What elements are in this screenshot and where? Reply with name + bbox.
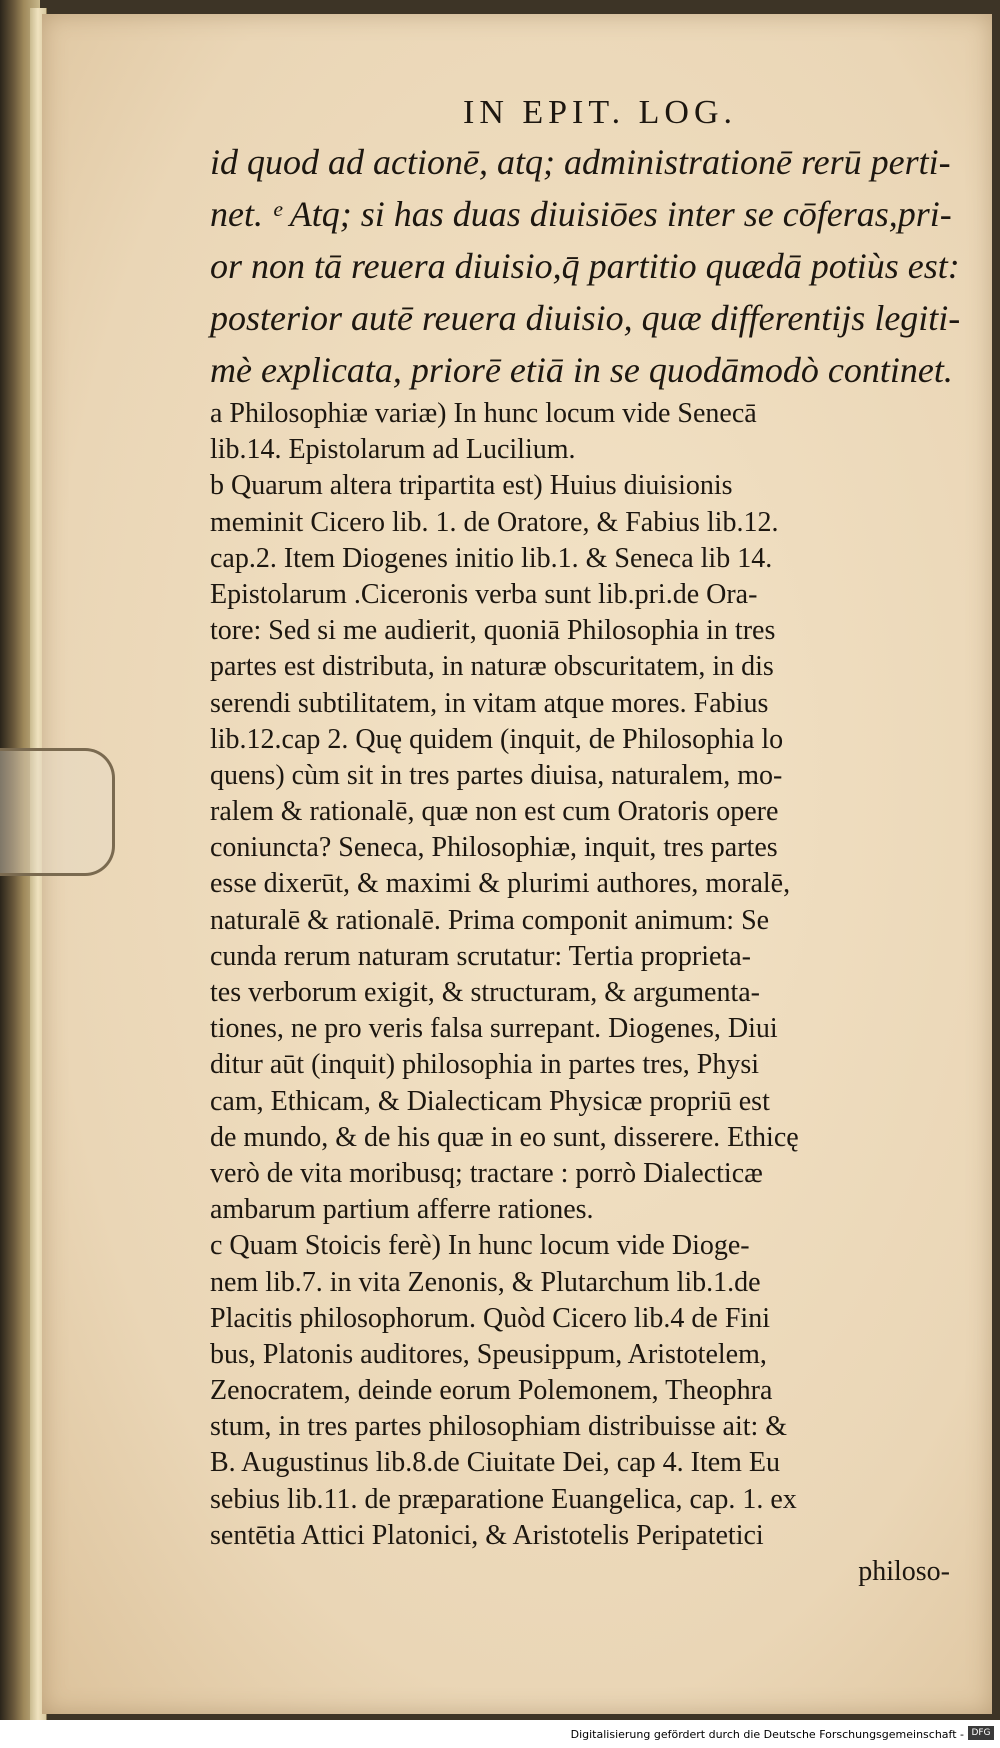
annotations [210,396,950,1590]
dfg-logo-icon: DFG [968,1726,994,1740]
note-line: de mundo, & de his quæ in eo sunt, disserere. Ethicę [210,1121,799,1153]
running-head: IN EPIT. LOG. [463,94,737,131]
note-line: partes est distributa, in naturæ obscuritatem, in dis [210,651,774,683]
text-line: net. ᵉ Atq; si has duas diuisiōes inter se cōferas,pri- [210,194,952,234]
catchword: philoso- [858,1556,950,1587]
note-line: cunda rerum naturam scrutatur: Tertia proprieta- [210,940,751,972]
note-line: B. Augustinus lib.8.de Ciuitate Dei, cap 4. Item Eu [210,1447,781,1479]
note-line: sentētia Attici Platonici, & Aristotelis Peripatetici [210,1519,764,1551]
note-line: a Philosophiæ variæ) In hunc locum vide Senecā [210,398,757,429]
note-line: Placitis philosophorum. Quòd Cicero lib.4 de Fini [210,1302,770,1334]
note-line: lib.12.cap 2. Quę quidem (inquit, de Philosophia lo [210,723,784,755]
note-line: b Quarum altera tripartita est) Huius diuisionis [210,470,733,502]
note-line: Epistolarum .Ciceronis verba sunt lib.pri.de Ora- [210,578,758,610]
note-line: sebius lib.11. de præparatione Euangelica, cap. 1. ex [210,1483,797,1515]
footer-credit: Digitalisierung gefördert durch die Deutsche Forschungsgemeinschaft - [570,1728,964,1741]
note-line: serendi subtilitatem, in vitam atque mores. Fabius [210,687,769,719]
note-line: nem lib.7. in vita Zenonis, & Plutarchum lib.1.de [210,1266,761,1298]
text-line: id quod ad actionē, atq; administrationē rerū perti- [210,142,951,182]
note-line: naturalē & rationalē. Prima componit animum: Se [210,904,770,936]
book-clasp [0,748,115,876]
text-line: mè explicata, priorē etiā in se quodāmodò continet. [210,350,953,390]
note-line: tes verborum exigit, & structuram, & argumenta- [210,977,761,1008]
note-line: Zenocratem, deinde eorum Polemonem, Theophra [210,1375,773,1407]
note-line: stum, in tres partes philosophiam distribuisse ait: & [210,1411,788,1443]
note-line: tore: Sed si me audierit, quoniā Philosophia in tres [210,615,776,647]
note-line: c Quam Stoicis ferè) In hunc locum vide Dioge- [210,1230,750,1262]
digitization-footer [0,1720,1000,1748]
note-line: verò de vita moribusq; tractare : porrò Dialecticæ [210,1157,763,1189]
note-line: cap.2. Item Diogenes initio lib.1. & Seneca lib 14. [210,542,773,574]
note-line: lib.14. Epistolarum ad Lucilium. [210,434,576,466]
text-line: or non tā reuera diuisio,q̄ partitio quædā potiùs est: [210,246,960,286]
main-text [210,136,961,396]
note-line: coniuncta? Seneca, Philosophiæ, inquit, tres partes [210,832,778,864]
note-line: meminit Cicero lib. 1. de Oratore, & Fabius lib.12. [210,506,779,538]
note-line: ambarum partium afferre rationes. [210,1194,594,1226]
note-line: quens) cùm sit in tres partes diuisa, naturalem, mo- [210,759,783,791]
note-line: cam, Ethicam, & Dialecticam Physicæ propriū est [210,1085,770,1117]
text-line: posterior autē reuera diuisio, quæ differentijs legiti- [210,298,961,338]
note-line: tiones, ne pro veris falsa surrepant. Diogenes, Diui [210,1013,778,1045]
note-line: bus, Platonis auditores, Speusippum, Aristotelem, [210,1338,767,1370]
note-line: ditur aūt (inquit) philosophia in partes tres, Physi [210,1049,760,1081]
page-text [210,90,961,1590]
note-line: esse dixerūt, & maximi & plurimi authores, moralē, [210,868,791,900]
note-line: ralem & rationalē, quæ non est cum Oratoris opere [210,796,779,828]
